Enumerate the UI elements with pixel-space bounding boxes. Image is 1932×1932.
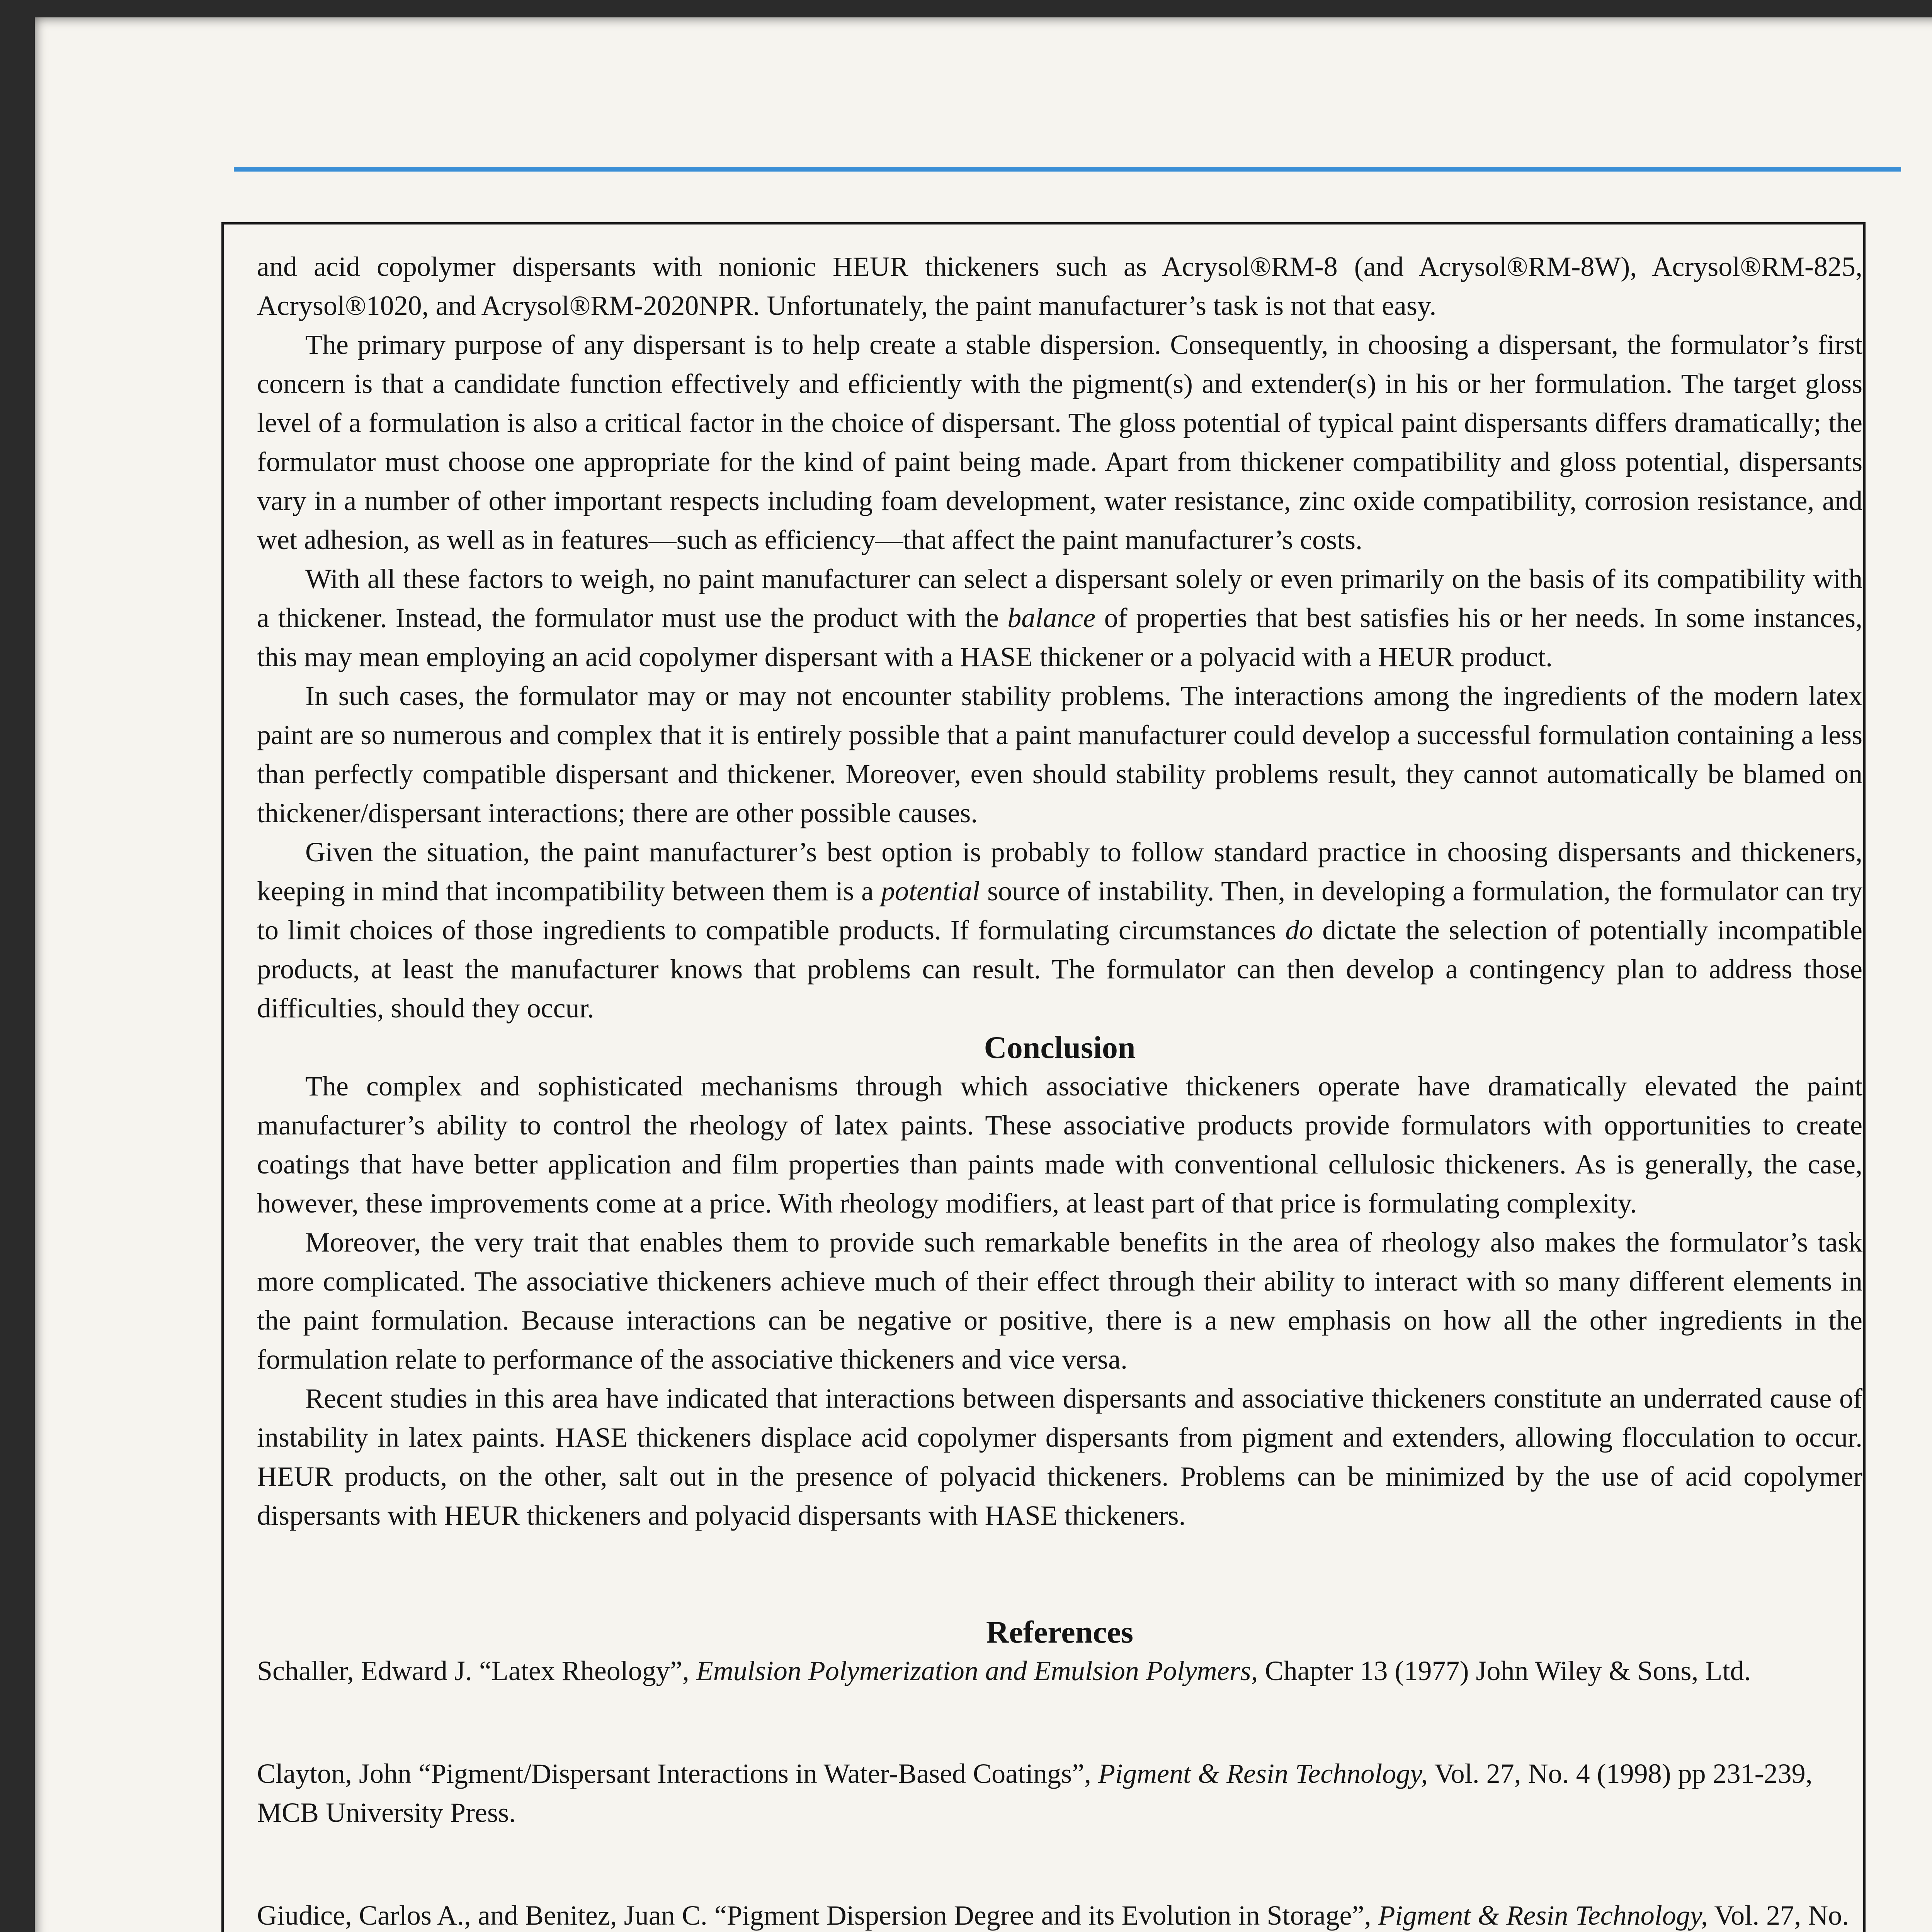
body-paragraph-4: In such cases, the formulator may or may not encounter stability problems. The interactions among the ingredients of the modern latex paint are so numerous and complex that it is entirely possible that a paint manufacturer could develop a successful formulation containing a less than perfectly compatible dispersant and thickener. Moreover, even should stability problems result, they cannot automatically be blamed on thickener/dispersant interactions; there are other possible causes. bbox=[257, 680, 1862, 828]
reference-3: Giudice, Carlos A., and Benitez, Juan C. “Pigment Dispersion Degree and its Evolution in Storage”, Pigment & Resin Technology, Vol. 27, No. bbox=[257, 1900, 1849, 1931]
body-paragraph-5: Given the situation, the paint manufacturer’s best option is probably to follow standard practice in choosing dispersants and thickeners, keeping in mind that incompatibility between them is a potential source of instability. Then, in developing a formulation, the formulator can try to limit choices of those ingredients to compatible products. If formulating circumstances do dictate the selection of potentially incompatible products, at least the manufacturer knows that problems can result. The formulator can then develop a contingency plan to address those difficulties, should they occur. bbox=[257, 837, 1863, 1024]
body-paragraph-2: The primary purpose of any dispersant is to help create a stable dispersion. Consequently, in choosing a dispersant, the formulator’s first concern is that a candidate function effectively and efficiently with the pigment(s) and extender(s) in his or her formulation. The target gloss level of a formulation is also a critical factor in the choice of dispersant. The gloss potential of typical paint dispersants differs dramatically; the formulator must choose one appropriate for the kind of paint being made. Apart from thickener compatibility and gloss potential, dispersants vary in a number of other important respects including foam development, water resistance, zinc oxide compatibility, corrosion resistance, and wet adhesion, as well as in features—such as efficiency—that affect the paint manufacturer’s costs. bbox=[257, 329, 1862, 555]
conclusion-paragraph-1: The complex and sophisticated mechanisms through which associative thickeners operate have dramatically elevated the paint manufacturer’s ability to control the rheology of latex paints. These associative products provide formulators with opportunities to create coatings that have better application and film properties than paints made with conventional cellulosic thickeners. As is generally, the case, however, these improvements come at a price. With rheology modifiers, at least part of that price is formulating complexity. bbox=[257, 1071, 1862, 1219]
reference-1: Schaller, Edward J. “Latex Rheology”, Emulsion Polymerization and Emulsion Polymers, Chapter 13 (1977) John Wiley & Sons, Ltd. bbox=[257, 1655, 1751, 1686]
top-rule bbox=[234, 167, 1901, 172]
conclusion-paragraph-2: Moreover, the very trait that enables them to provide such remarkable benefits in the area of rheology also makes the formulator’s task more complicated. The associative thickeners achieve much of their effect through their ability to interact with so many different elements in the paint formulation. Because interactions can be negative or positive, there is a new emphasis on how all the other ingredients in the formulation relate to performance of the associative thickeners and vice versa. bbox=[257, 1227, 1862, 1375]
body-paragraph-3: With all these factors to weigh, no paint manufacturer can select a dispersant solely or even primarily on the basis of its compatibility with a thickener. Instead, the formulator must use the product with the balance of properties that best satisfies his or her needs. In some instances, this may mean employing an acid copolymer dispersant with a HASE thickener or a polyacid with a HEUR product. bbox=[257, 563, 1862, 672]
references-heading: References bbox=[986, 1614, 1133, 1650]
article-text bbox=[257, 247, 1862, 1932]
body-paragraph-1: and acid copolymer dispersants with nonionic HEUR thickeners such as Acrysol®RM-8 (and Acrysol®RM-8W), Acrysol®RM-825, Acrysol®1020, and Acrysol®RM-2020NPR. Unfortunately, the paint manufacturer’s task is not that easy. bbox=[257, 251, 1862, 321]
conclusion-heading: Conclusion bbox=[984, 1030, 1136, 1065]
reference-2: Clayton, John “Pigment/Dispersant Interactions in Water-Based Coatings”, Pigment & Resin Technology, Vol. 27, No. 4 (1998) pp 231-239, MCB University Press. bbox=[257, 1758, 1813, 1828]
conclusion-paragraph-3: Recent studies in this area have indicated that interactions between dispersants and associative thickeners constitute an underrated cause of instability in latex paints. HASE thickeners displace acid copolymer dispersants from pigment and extenders, allowing flocculation to occur. HEUR products, on the other, salt out in the presence of polyacid thickeners. Problems can be minimized by the use of acid copolymer dispersants with HEUR thickeners and polyacid dispersants with HASE thickeners. bbox=[257, 1383, 1862, 1531]
